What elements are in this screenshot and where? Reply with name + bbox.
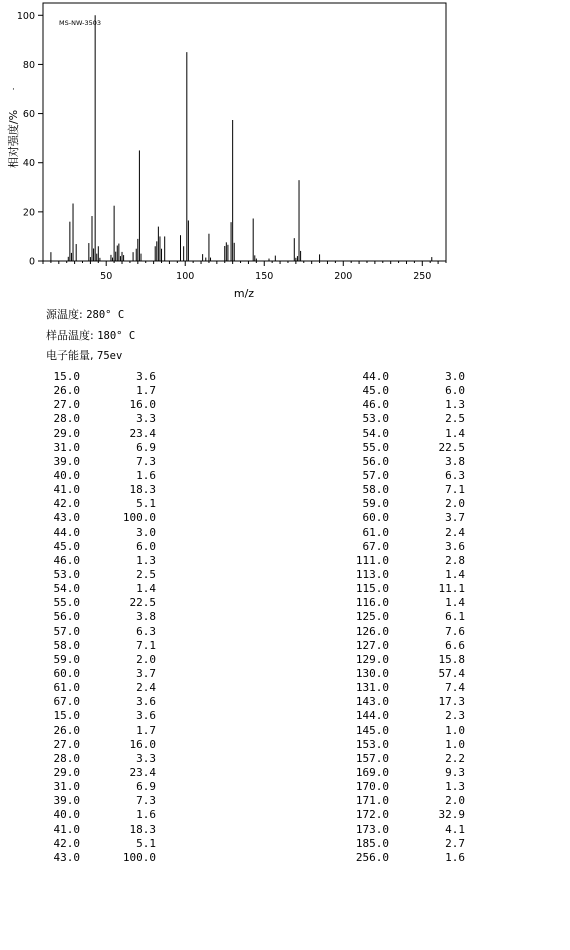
intensity-value: 1.0 bbox=[445, 723, 465, 737]
mz-value: 39.0 bbox=[53, 794, 80, 808]
table-row bbox=[46, 653, 176, 667]
table-row bbox=[46, 724, 176, 738]
intensity-value: 23.4 bbox=[129, 765, 156, 779]
mz-value: 41.0 bbox=[53, 483, 80, 497]
intensity-value: 6.9 bbox=[136, 440, 156, 454]
table-row bbox=[46, 568, 176, 582]
intensity-value: 3.6 bbox=[136, 709, 156, 723]
table-row bbox=[355, 695, 485, 709]
mz-value: 54.0 bbox=[362, 426, 389, 440]
table-row bbox=[46, 441, 176, 455]
table-row bbox=[355, 568, 485, 582]
mz-value: 172.0 bbox=[355, 808, 389, 822]
mz-value: 144.0 bbox=[355, 709, 389, 723]
table-row bbox=[355, 837, 485, 851]
intensity-value: 2.5 bbox=[136, 567, 156, 581]
mz-value: 44.0 bbox=[53, 525, 80, 539]
mz-value: 127.0 bbox=[355, 638, 389, 652]
table-row bbox=[355, 639, 485, 653]
mz-value: 153.0 bbox=[355, 737, 389, 751]
mz-value: 173.0 bbox=[355, 822, 389, 836]
mz-value: 113.0 bbox=[355, 567, 389, 581]
mz-value: 27.0 bbox=[53, 398, 80, 412]
y-tick-label: 20 bbox=[22, 207, 35, 219]
y-tick-label: 0 bbox=[28, 256, 35, 268]
mz-value: 46.0 bbox=[362, 398, 389, 412]
source-temperature bbox=[46, 306, 124, 322]
mz-value: 59.0 bbox=[53, 652, 80, 666]
intensity-value: 2.0 bbox=[445, 794, 465, 808]
mz-value: 169.0 bbox=[355, 765, 389, 779]
intensity-value: 2.3 bbox=[445, 709, 465, 723]
y-axis-label: 相对强度/% bbox=[7, 109, 20, 169]
intensity-value: 1.6 bbox=[445, 850, 465, 864]
intensity-value: 3.6 bbox=[136, 695, 156, 709]
intensity-value: 2.4 bbox=[136, 681, 156, 695]
intensity-value: 5.1 bbox=[136, 836, 156, 850]
spectrum-id-label: MS-NW-3503 bbox=[59, 19, 101, 27]
table-row bbox=[46, 497, 176, 511]
mz-value: 42.0 bbox=[53, 497, 80, 511]
table-row bbox=[46, 398, 176, 412]
intensity-value: 3.6 bbox=[445, 539, 465, 553]
table-row bbox=[355, 370, 485, 384]
table-row bbox=[46, 780, 176, 794]
intensity-value: 3.7 bbox=[445, 511, 465, 525]
y-tick-label: 60 bbox=[22, 109, 35, 121]
intensity-value: 6.6 bbox=[445, 638, 465, 652]
table-row bbox=[46, 625, 176, 639]
intensity-value: 7.3 bbox=[136, 454, 156, 468]
mz-value: 45.0 bbox=[362, 384, 389, 398]
table-row bbox=[355, 794, 485, 808]
table-row bbox=[46, 639, 176, 653]
intensity-value: 2.0 bbox=[136, 652, 156, 666]
intensity-value: 2.4 bbox=[445, 525, 465, 539]
x-tick-label: 150 bbox=[255, 271, 274, 282]
intensity-value: 1.4 bbox=[445, 567, 465, 581]
intensity-value: 11.1 bbox=[438, 582, 465, 596]
sample-temperature bbox=[46, 327, 135, 343]
intensity-value: 100.0 bbox=[122, 850, 156, 864]
intensity-value: 3.0 bbox=[445, 370, 465, 383]
mz-value: 40.0 bbox=[53, 808, 80, 822]
intensity-value: 3.3 bbox=[136, 412, 156, 426]
intensity-value: 1.6 bbox=[136, 808, 156, 822]
mz-value: 60.0 bbox=[53, 666, 80, 680]
intensity-value: 6.3 bbox=[445, 468, 465, 482]
table-row bbox=[355, 625, 485, 639]
table-row bbox=[355, 441, 485, 455]
table-row bbox=[355, 412, 485, 426]
intensity-value: 3.8 bbox=[136, 610, 156, 624]
y-tick-label: 100 bbox=[16, 10, 35, 22]
mz-value: 145.0 bbox=[355, 723, 389, 737]
table-row bbox=[46, 808, 176, 822]
intensity-value: 1.7 bbox=[136, 384, 156, 398]
table-row bbox=[355, 823, 485, 837]
y-tick-label: 40 bbox=[22, 158, 35, 170]
table-row bbox=[46, 837, 176, 851]
intensity-value: 1.7 bbox=[136, 723, 156, 737]
intensity-value: 16.0 bbox=[129, 737, 156, 751]
table-row bbox=[355, 384, 485, 398]
table-row bbox=[46, 370, 176, 384]
intensity-value: 32.9 bbox=[438, 808, 465, 822]
mz-value: 171.0 bbox=[355, 794, 389, 808]
intensity-value: 3.6 bbox=[136, 370, 156, 383]
y-axis bbox=[17, 11, 43, 268]
mz-value: 111.0 bbox=[355, 553, 389, 567]
mz-value: 43.0 bbox=[53, 850, 80, 864]
intensity-value: 9.3 bbox=[445, 765, 465, 779]
table-row bbox=[355, 582, 485, 596]
table-row bbox=[46, 738, 176, 752]
table-row bbox=[46, 511, 176, 525]
mz-value: 126.0 bbox=[355, 624, 389, 638]
intensity-value: 22.5 bbox=[438, 440, 465, 454]
table-row bbox=[46, 851, 176, 865]
mz-value: 42.0 bbox=[53, 836, 80, 850]
mz-value: 116.0 bbox=[355, 596, 389, 610]
mz-value: 45.0 bbox=[53, 539, 80, 553]
table-row bbox=[46, 483, 176, 497]
y-tick-label: 80 bbox=[22, 59, 35, 71]
table-row bbox=[355, 526, 485, 540]
table-row bbox=[46, 766, 176, 780]
sample-temperature-label: 样品温度: bbox=[46, 329, 94, 342]
intensity-value: 7.6 bbox=[445, 624, 465, 638]
table-row bbox=[46, 582, 176, 596]
table-row bbox=[355, 540, 485, 554]
table-row bbox=[355, 851, 485, 865]
source-temperature-label: 源温度: bbox=[46, 308, 83, 321]
mz-value: 60.0 bbox=[362, 511, 389, 525]
x-axis-label: m/z bbox=[233, 287, 255, 300]
intensity-value: 1.3 bbox=[136, 553, 156, 567]
table-row bbox=[355, 483, 485, 497]
mz-value: 31.0 bbox=[53, 440, 80, 454]
mz-value: 129.0 bbox=[355, 652, 389, 666]
y-axis-label-mark: · bbox=[12, 85, 15, 95]
mz-value: 125.0 bbox=[355, 610, 389, 624]
mz-value: 26.0 bbox=[53, 723, 80, 737]
mz-value: 54.0 bbox=[53, 582, 80, 596]
table-row bbox=[355, 596, 485, 610]
mz-value: 40.0 bbox=[53, 468, 80, 482]
mz-value: 67.0 bbox=[362, 539, 389, 553]
table-row bbox=[355, 808, 485, 822]
table-row bbox=[46, 681, 176, 695]
mz-value: 15.0 bbox=[53, 370, 80, 383]
mz-value: 26.0 bbox=[53, 384, 80, 398]
intensity-value: 6.3 bbox=[136, 624, 156, 638]
table-row bbox=[355, 681, 485, 695]
electron-energy-label: 电子能量, bbox=[46, 349, 94, 362]
x-tick-label: 100 bbox=[176, 271, 195, 282]
mz-value: 55.0 bbox=[53, 596, 80, 610]
intensity-value: 2.2 bbox=[445, 751, 465, 765]
intensity-value: 2.8 bbox=[445, 553, 465, 567]
intensity-value: 2.5 bbox=[445, 412, 465, 426]
mz-value: 143.0 bbox=[355, 695, 389, 709]
intensity-value: 16.0 bbox=[129, 398, 156, 412]
intensity-value: 1.4 bbox=[445, 596, 465, 610]
table-row bbox=[355, 780, 485, 794]
mz-value: 55.0 bbox=[362, 440, 389, 454]
table-row bbox=[355, 738, 485, 752]
intensity-value: 7.1 bbox=[136, 638, 156, 652]
sample-temperature-value: 180° C bbox=[97, 330, 136, 342]
table-row bbox=[46, 610, 176, 624]
intensity-value: 57.4 bbox=[438, 666, 465, 680]
mz-value: 61.0 bbox=[362, 525, 389, 539]
table-row bbox=[46, 709, 176, 723]
mz-value: 58.0 bbox=[53, 638, 80, 652]
mz-value: 130.0 bbox=[355, 666, 389, 680]
mz-value: 61.0 bbox=[53, 681, 80, 695]
mz-value: 46.0 bbox=[53, 553, 80, 567]
table-row bbox=[46, 695, 176, 709]
table-row bbox=[46, 526, 176, 540]
intensity-value: 15.8 bbox=[438, 652, 465, 666]
table-row bbox=[46, 384, 176, 398]
intensity-value: 6.0 bbox=[136, 539, 156, 553]
mz-value: 59.0 bbox=[362, 497, 389, 511]
intensity-value: 1.4 bbox=[445, 426, 465, 440]
mass-spectrum-chart bbox=[0, 0, 570, 310]
electron-energy-value: 75ev bbox=[97, 350, 123, 362]
intensity-value: 3.3 bbox=[136, 751, 156, 765]
table-row bbox=[355, 610, 485, 624]
table-row bbox=[355, 427, 485, 441]
intensity-value: 1.3 bbox=[445, 780, 465, 794]
table-row bbox=[355, 653, 485, 667]
intensity-value: 2.0 bbox=[445, 497, 465, 511]
intensity-value: 7.1 bbox=[445, 483, 465, 497]
mz-value: 57.0 bbox=[53, 624, 80, 638]
mz-value: 53.0 bbox=[53, 567, 80, 581]
peak-series bbox=[51, 15, 432, 261]
intensity-value: 1.0 bbox=[445, 737, 465, 751]
mz-value: 67.0 bbox=[53, 695, 80, 709]
mz-value: 57.0 bbox=[362, 468, 389, 482]
intensity-value: 18.3 bbox=[129, 822, 156, 836]
table-row bbox=[46, 752, 176, 766]
mz-value: 43.0 bbox=[53, 511, 80, 525]
table-row bbox=[355, 455, 485, 469]
table-row bbox=[355, 724, 485, 738]
mz-value: 131.0 bbox=[355, 681, 389, 695]
mz-value: 256.0 bbox=[355, 850, 389, 864]
intensity-value: 1.6 bbox=[136, 468, 156, 482]
mz-value: 41.0 bbox=[53, 822, 80, 836]
table-row bbox=[355, 398, 485, 412]
intensity-value: 4.1 bbox=[445, 822, 465, 836]
table-row bbox=[46, 554, 176, 568]
mz-value: 28.0 bbox=[53, 751, 80, 765]
table-row bbox=[46, 412, 176, 426]
mz-value: 28.0 bbox=[53, 412, 80, 426]
table-row bbox=[46, 794, 176, 808]
intensity-value: 6.1 bbox=[445, 610, 465, 624]
table-row bbox=[355, 469, 485, 483]
table-row bbox=[355, 511, 485, 525]
x-tick-label: 50 bbox=[100, 271, 113, 282]
mz-value: 170.0 bbox=[355, 780, 389, 794]
mz-value: 53.0 bbox=[362, 412, 389, 426]
table-row bbox=[355, 667, 485, 681]
intensity-value: 23.4 bbox=[129, 426, 156, 440]
mz-value: 56.0 bbox=[362, 454, 389, 468]
table-row bbox=[355, 554, 485, 568]
intensity-value: 3.8 bbox=[445, 454, 465, 468]
mz-value: 56.0 bbox=[53, 610, 80, 624]
intensity-value: 6.0 bbox=[445, 384, 465, 398]
table-row bbox=[46, 540, 176, 554]
mz-value: 44.0 bbox=[362, 370, 389, 383]
table-row bbox=[46, 823, 176, 837]
x-tick-label: 250 bbox=[413, 271, 432, 282]
mz-value: 27.0 bbox=[53, 737, 80, 751]
intensity-value: 17.3 bbox=[438, 695, 465, 709]
mz-value: 15.0 bbox=[53, 709, 80, 723]
mz-value: 29.0 bbox=[53, 426, 80, 440]
table-row bbox=[355, 709, 485, 723]
table-row bbox=[355, 497, 485, 511]
mz-value: 39.0 bbox=[53, 454, 80, 468]
intensity-value: 6.9 bbox=[136, 780, 156, 794]
table-row bbox=[46, 427, 176, 441]
mz-value: 58.0 bbox=[362, 483, 389, 497]
table-row bbox=[46, 455, 176, 469]
intensity-value: 5.1 bbox=[136, 497, 156, 511]
intensity-value: 7.3 bbox=[136, 794, 156, 808]
intensity-value: 100.0 bbox=[122, 511, 156, 525]
plot-frame bbox=[43, 3, 446, 261]
x-axis bbox=[43, 261, 446, 282]
intensity-value: 1.4 bbox=[136, 582, 156, 596]
table-row bbox=[46, 667, 176, 681]
intensity-value: 18.3 bbox=[129, 483, 156, 497]
x-tick-label: 200 bbox=[334, 271, 353, 282]
intensity-value: 3.0 bbox=[136, 525, 156, 539]
intensity-value: 1.3 bbox=[445, 398, 465, 412]
source-temperature-value: 280° C bbox=[86, 309, 125, 321]
table-row bbox=[355, 766, 485, 780]
table-row bbox=[355, 752, 485, 766]
peak-table-right bbox=[355, 370, 485, 865]
electron-energy bbox=[46, 347, 122, 363]
table-row bbox=[46, 469, 176, 483]
intensity-value: 22.5 bbox=[129, 596, 156, 610]
mz-value: 185.0 bbox=[355, 836, 389, 850]
mz-value: 157.0 bbox=[355, 751, 389, 765]
mz-value: 115.0 bbox=[355, 582, 389, 596]
table-row bbox=[46, 596, 176, 610]
intensity-value: 2.7 bbox=[445, 836, 465, 850]
peak-table-left bbox=[46, 370, 176, 865]
mz-value: 31.0 bbox=[53, 780, 80, 794]
mz-value: 29.0 bbox=[53, 765, 80, 779]
intensity-value: 3.7 bbox=[136, 666, 156, 680]
intensity-value: 7.4 bbox=[445, 681, 465, 695]
